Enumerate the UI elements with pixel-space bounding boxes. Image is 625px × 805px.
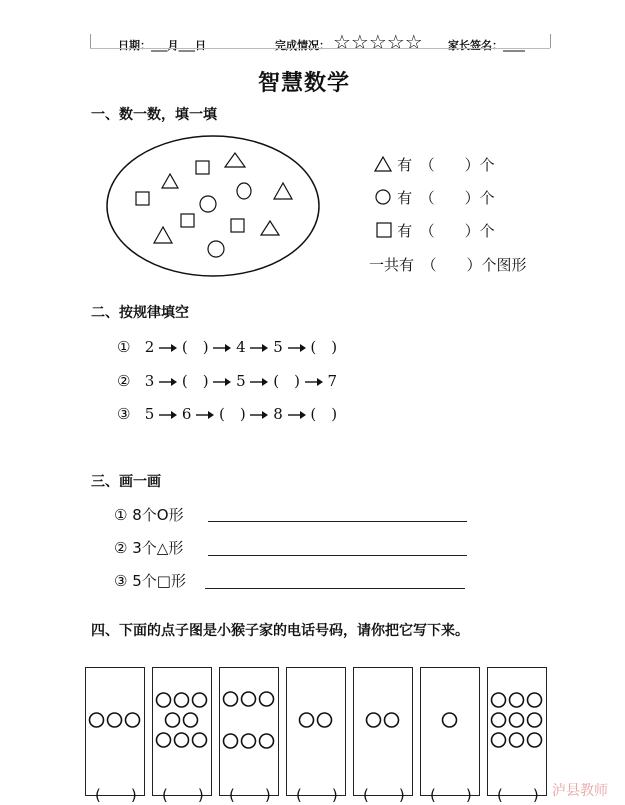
dot-circle bbox=[157, 733, 171, 747]
row-index: ① bbox=[117, 338, 131, 356]
dot-circle bbox=[528, 693, 542, 707]
dot-circle bbox=[528, 733, 542, 747]
dot-circle bbox=[166, 713, 180, 727]
dot-circle bbox=[510, 713, 524, 727]
arrow-right-icon bbox=[250, 343, 268, 353]
pattern-item: 6 bbox=[181, 405, 192, 423]
square-shape bbox=[196, 161, 209, 174]
draw-row bbox=[114, 537, 183, 558]
triangle-shape bbox=[261, 221, 279, 235]
dot-circle bbox=[318, 713, 332, 727]
dot-card bbox=[353, 667, 413, 796]
dot-circle bbox=[224, 734, 238, 748]
triangle-shape bbox=[162, 174, 178, 188]
square-shape bbox=[231, 219, 244, 232]
date-blank: ___月___日 bbox=[151, 39, 206, 52]
pattern-item: 4 bbox=[236, 338, 246, 356]
answer-blank[interactable]: ( ) bbox=[95, 786, 137, 804]
square-shape bbox=[181, 214, 194, 227]
arrow-right-icon bbox=[305, 377, 323, 387]
count-row-text: 有 （ ）个 bbox=[397, 189, 495, 207]
dot-circle bbox=[385, 713, 399, 727]
dot-circle bbox=[492, 693, 506, 707]
square-shape bbox=[136, 192, 149, 205]
row-index: ① bbox=[114, 506, 128, 524]
row-index: ② bbox=[117, 372, 131, 390]
dot-card bbox=[152, 667, 212, 796]
count-row-text: 有 （ ）个 bbox=[397, 156, 495, 174]
answer-blank[interactable]: ( ) bbox=[363, 786, 405, 804]
arrow-right-icon bbox=[213, 377, 231, 387]
dot-circle bbox=[224, 692, 238, 706]
count-row-circle bbox=[374, 187, 495, 208]
arrow-right-icon bbox=[288, 410, 306, 420]
draw-row bbox=[114, 504, 184, 525]
dot-circle bbox=[443, 713, 457, 727]
triangle-shape bbox=[274, 183, 292, 199]
section1-heading: 一、数一数，填一填 bbox=[91, 107, 217, 123]
dot-card bbox=[420, 667, 480, 796]
arrow-right-icon bbox=[159, 343, 177, 353]
row-index: ② bbox=[114, 539, 128, 557]
row-index: ③ bbox=[114, 572, 128, 590]
count-row-square bbox=[376, 220, 495, 241]
dot-pattern bbox=[488, 668, 545, 794]
answer-blank[interactable]: ( ) bbox=[497, 786, 539, 804]
pattern-row bbox=[117, 403, 337, 424]
pattern-item: ( ) bbox=[310, 338, 338, 356]
watermark: 泸县教师 bbox=[552, 783, 608, 799]
date-label: 日期：___月___日 bbox=[118, 39, 206, 52]
arrow-right-icon bbox=[250, 410, 268, 420]
header-corner-right bbox=[550, 34, 551, 48]
pattern-row bbox=[117, 336, 337, 357]
dot-pattern bbox=[354, 668, 411, 794]
header-corner-left bbox=[90, 34, 91, 48]
dot-card bbox=[286, 667, 346, 796]
counting-oval bbox=[107, 136, 319, 276]
answer-blank[interactable]: ( ) bbox=[229, 786, 271, 804]
arrow-right-icon bbox=[250, 377, 268, 387]
count-row-text: 有 （ ）个 bbox=[397, 222, 495, 240]
circle-icon bbox=[374, 189, 392, 205]
dot-pattern bbox=[287, 668, 344, 794]
dot-circle bbox=[528, 713, 542, 727]
triangle-icon bbox=[374, 156, 392, 172]
circle-shape bbox=[237, 183, 251, 199]
answer-blank[interactable]: ( ) bbox=[162, 786, 204, 804]
circle-shape bbox=[200, 196, 216, 212]
arrow-right-icon bbox=[288, 343, 306, 353]
dot-circle bbox=[175, 693, 189, 707]
section3-heading: 三、画一画 bbox=[91, 474, 161, 490]
page-title: 智慧数学 bbox=[258, 71, 351, 96]
triangle-shape bbox=[225, 153, 245, 167]
pattern-item: 7 bbox=[327, 372, 338, 390]
parent-signature-label: 家长签名：____ bbox=[448, 39, 525, 52]
dot-circle bbox=[90, 713, 104, 727]
parent-signature-blank: ____ bbox=[503, 39, 525, 52]
answer-blank[interactable]: ( ) bbox=[430, 786, 472, 804]
pattern-item: 8 bbox=[273, 405, 283, 423]
triangle-shape bbox=[154, 227, 172, 243]
dot-circle bbox=[492, 733, 506, 747]
dot-pattern bbox=[153, 668, 210, 794]
dot-circle bbox=[184, 713, 198, 727]
pattern-item: ( ) bbox=[181, 338, 209, 356]
dot-card bbox=[219, 667, 279, 796]
draw-instruction: 8个O形 bbox=[132, 506, 184, 524]
dot-circle bbox=[108, 713, 122, 727]
arrow-right-icon bbox=[159, 410, 177, 420]
pattern-row bbox=[117, 370, 337, 391]
draw-answer-line[interactable] bbox=[208, 521, 467, 522]
dot-circle bbox=[260, 734, 274, 748]
arrow-right-icon bbox=[159, 377, 177, 387]
dot-circle bbox=[367, 713, 381, 727]
dot-circle bbox=[175, 733, 189, 747]
completion-stars: ☆☆☆☆☆ bbox=[333, 30, 423, 54]
shape-counting-figure bbox=[100, 133, 330, 289]
section4-heading: 四、下面的点子图是小猴子家的电话号码，请你把它写下来。 bbox=[91, 623, 469, 639]
dot-pattern bbox=[421, 668, 478, 794]
draw-answer-line[interactable] bbox=[205, 588, 465, 589]
dot-circle bbox=[242, 734, 256, 748]
pattern-item: ( ) bbox=[181, 372, 209, 390]
dot-circle bbox=[242, 692, 256, 706]
dot-circle bbox=[510, 733, 524, 747]
arrow-right-icon bbox=[213, 343, 231, 353]
header-rule bbox=[90, 48, 550, 49]
row-index: ③ bbox=[117, 405, 131, 423]
completion-label: 完成情况： bbox=[275, 39, 330, 52]
dot-circle bbox=[492, 713, 506, 727]
pattern-item: ( ) bbox=[310, 405, 338, 423]
count-row-total: 一共有 （ ）个图形 bbox=[369, 256, 527, 274]
dot-circle bbox=[126, 713, 140, 727]
pattern-item: 5 bbox=[236, 372, 246, 390]
dot-circle bbox=[193, 733, 207, 747]
dot-circle bbox=[260, 692, 274, 706]
answer-blank[interactable]: ( ) bbox=[296, 786, 338, 804]
draw-row bbox=[114, 570, 186, 591]
dot-card bbox=[85, 667, 145, 796]
circle-shape bbox=[208, 241, 224, 257]
pattern-item: ( ) bbox=[273, 372, 300, 390]
square-icon bbox=[376, 222, 392, 238]
pattern-item: ( ) bbox=[218, 405, 246, 423]
dot-circle bbox=[157, 693, 171, 707]
dot-circle bbox=[510, 693, 524, 707]
draw-instruction: 3个△形 bbox=[132, 539, 184, 557]
pattern-item: 3 bbox=[144, 372, 155, 390]
dot-card bbox=[487, 667, 547, 796]
dot-circle bbox=[300, 713, 314, 727]
count-row-triangle bbox=[374, 154, 495, 175]
pattern-item: 5 bbox=[144, 405, 155, 423]
dot-circle bbox=[193, 693, 207, 707]
draw-answer-line[interactable] bbox=[208, 555, 467, 556]
dot-pattern bbox=[86, 668, 143, 794]
draw-instruction: 5个□形 bbox=[132, 572, 186, 590]
dot-pattern bbox=[220, 668, 277, 794]
pattern-item: 2 bbox=[144, 338, 155, 356]
pattern-item: 5 bbox=[273, 338, 283, 356]
arrow-right-icon bbox=[196, 410, 214, 420]
section2-heading: 二、按规律填空 bbox=[91, 305, 189, 321]
